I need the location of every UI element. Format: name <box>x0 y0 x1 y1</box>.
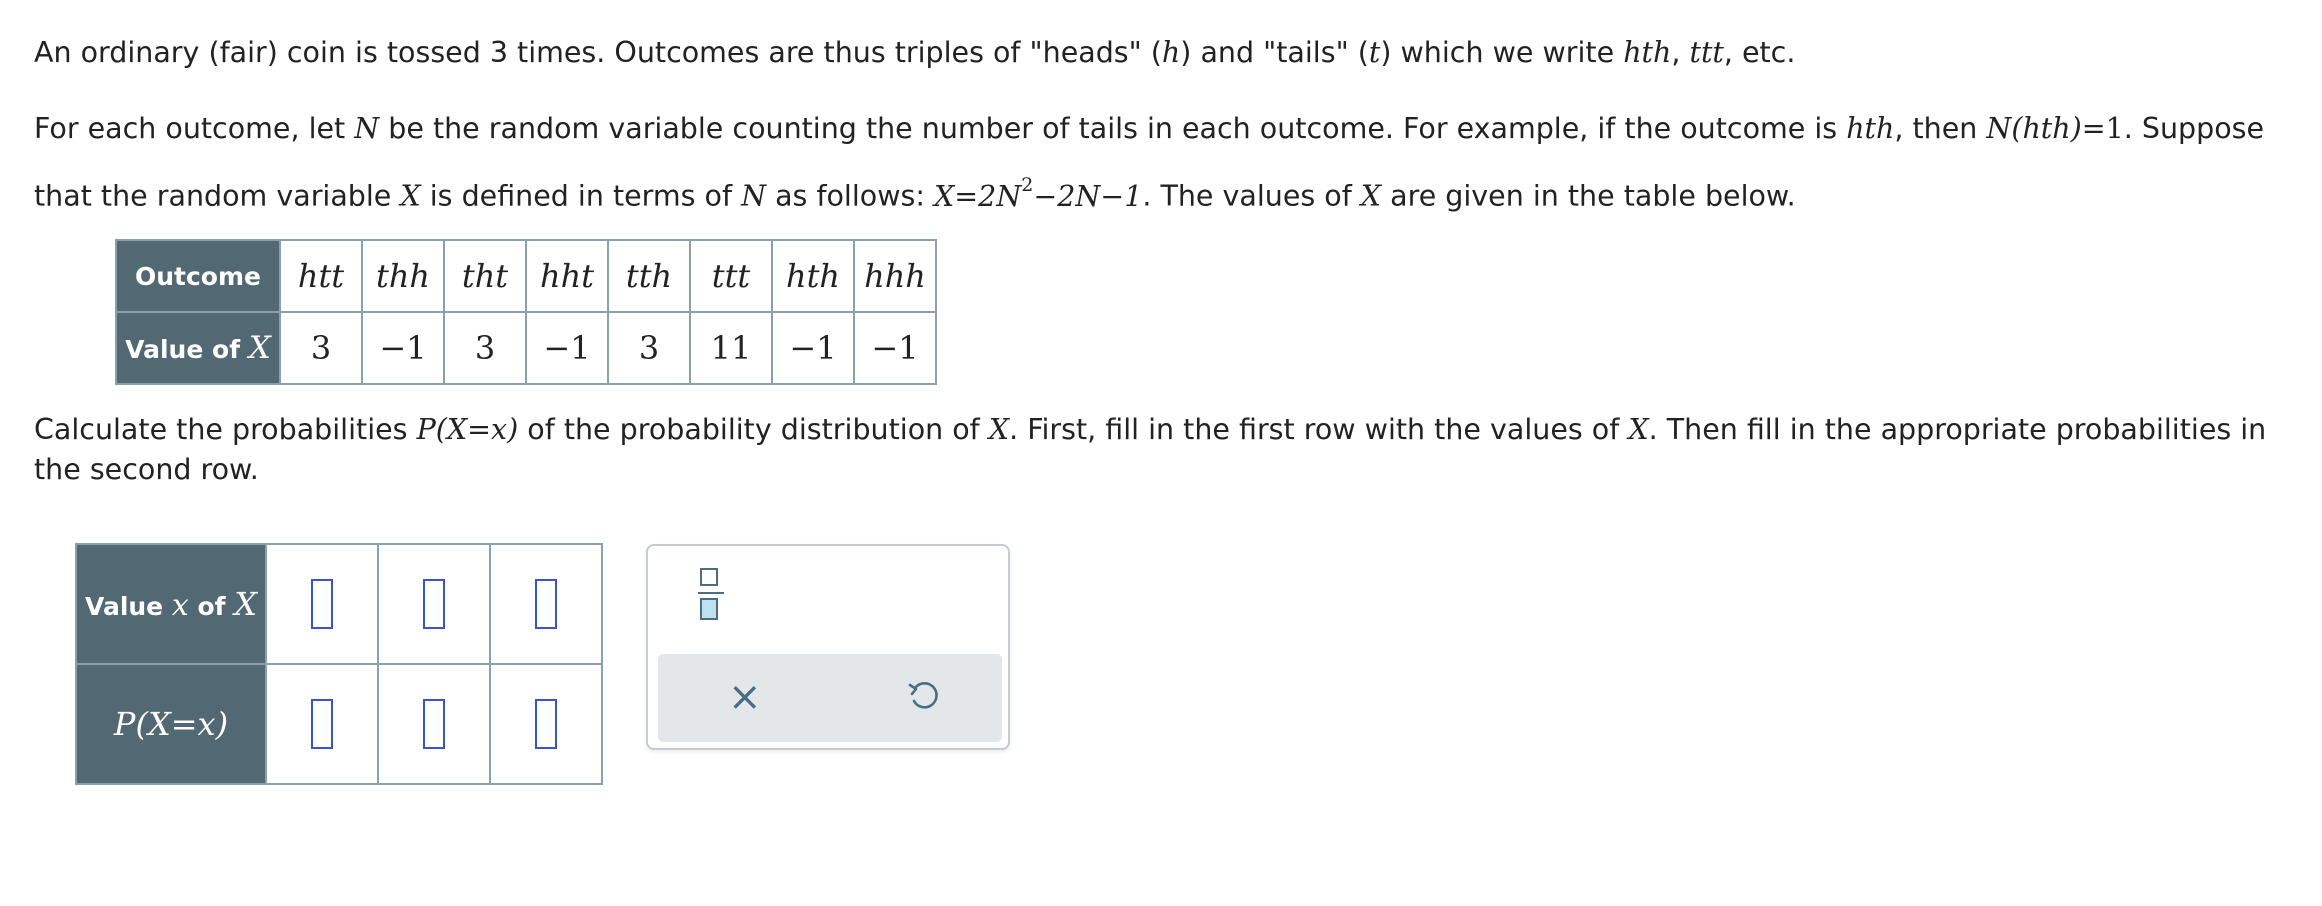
tails-symbol: t <box>1368 36 1381 69</box>
probability-expression: P(X=x) <box>416 413 519 446</box>
fraction-numerator-box <box>700 568 718 586</box>
intro-text: , etc. <box>1723 36 1796 69</box>
intro-text: ) which we write <box>1380 36 1624 69</box>
outcome-cell: hhh <box>854 240 936 312</box>
definition-text: . The values of <box>1142 179 1361 213</box>
value-cell: −1 <box>526 312 608 384</box>
fraction-icon[interactable] <box>698 568 724 626</box>
fraction-bar <box>698 592 724 594</box>
instruction-text: . Then fill in the appropriate probabilities in the second row. <box>34 413 2267 486</box>
example-value: =1 <box>2081 112 2124 145</box>
example-outcome: hth <box>1623 36 1672 69</box>
instruction-text: of the probability distribution of <box>518 413 989 446</box>
keypad-action-bar <box>658 654 1002 742</box>
heads-symbol: h <box>1161 36 1181 69</box>
variable-X: X <box>1628 413 1649 446</box>
instruction-text: Calculate the probabilities <box>34 413 417 446</box>
intro-text: ) and "tails" ( <box>1180 36 1369 69</box>
instruction-text: . First, fill in the first row with the values of <box>1009 413 1629 446</box>
outcome-value-table <box>115 239 937 385</box>
math-keypad <box>646 544 1010 750</box>
definition-text: , then <box>1894 112 1987 145</box>
value-input-cell[interactable] <box>490 544 602 664</box>
outcome-cell: hth <box>772 240 854 312</box>
value-cell: −1 <box>362 312 444 384</box>
definition-text: is defined in terms of <box>420 179 742 213</box>
intro-text: An ordinary (fair) coin is tossed 3 times. Outcomes are thus triples of "heads" ( <box>34 36 1162 69</box>
value-cell: −1 <box>854 312 936 384</box>
value-input-cell[interactable] <box>266 544 378 664</box>
outcome-row <box>116 240 936 312</box>
value-cell: 3 <box>608 312 690 384</box>
example-outcome: ttt <box>1689 36 1724 69</box>
variable-X: X <box>1360 179 1382 213</box>
formula <box>934 174 1143 213</box>
variable-N: N <box>354 112 380 145</box>
value-cell: 3 <box>444 312 526 384</box>
probability-input-row <box>76 664 602 784</box>
outcome-cell: ttt <box>690 240 772 312</box>
probability-input-box[interactable] <box>423 699 445 749</box>
outcome-header: Outcome <box>116 240 280 312</box>
probability-expression: P(X=x) <box>113 705 229 743</box>
example-outcome: hth <box>1846 112 1895 145</box>
value-header <box>116 312 280 384</box>
probability-input-box[interactable] <box>535 699 557 749</box>
outcome-cell: thh <box>362 240 444 312</box>
value-input-box[interactable] <box>311 579 333 629</box>
undo-icon[interactable] <box>906 678 942 714</box>
probability-input-cell[interactable] <box>266 664 378 784</box>
probability-input-cell[interactable] <box>490 664 602 784</box>
value-cell: 11 <box>690 312 772 384</box>
fraction-denominator-box <box>700 598 718 620</box>
definition-text: are given in the table below. <box>1381 179 1796 213</box>
variable-X: X <box>234 585 258 623</box>
outcome-cell: htt <box>280 240 362 312</box>
value-cell: −1 <box>772 312 854 384</box>
formula-exponent: 2 <box>1021 174 1034 196</box>
value-header-text: Value of <box>125 335 249 364</box>
value-input-box[interactable] <box>423 579 445 629</box>
definition-text: . Suppose that the random variable <box>34 112 2265 213</box>
times-icon[interactable]: × <box>728 674 762 720</box>
problem-definition <box>34 99 2294 227</box>
outcome-cell: tht <box>444 240 526 312</box>
variable-x: x <box>171 588 189 623</box>
intro-text: , <box>1671 36 1690 69</box>
value-row <box>116 312 936 384</box>
formula-part: X=2N <box>934 179 1022 213</box>
distribution-answer-table <box>75 543 603 785</box>
problem-instructions <box>34 410 2294 490</box>
value-cell: 3 <box>280 312 362 384</box>
variable-N: N <box>741 179 767 213</box>
variable-X: X <box>248 330 271 366</box>
formula-part: −2N−1 <box>1033 179 1143 213</box>
value-input-cell[interactable] <box>378 544 490 664</box>
variable-X: X <box>988 413 1010 446</box>
problem-intro <box>34 23 1795 83</box>
value-input-box[interactable] <box>535 579 557 629</box>
definition-text: as follows: <box>766 179 935 213</box>
probability-input-box[interactable] <box>311 699 333 749</box>
probability-header <box>76 664 266 784</box>
value-input-row <box>76 544 602 664</box>
variable-X: X <box>400 179 421 213</box>
definition-text: be the random variable counting the number of tails in each outcome. For example, if the outcome is <box>379 112 1847 145</box>
header-text: Value <box>84 592 172 621</box>
outcome-cell: hht <box>526 240 608 312</box>
probability-input-cell[interactable] <box>378 664 490 784</box>
definition-text: For each outcome, let <box>34 112 355 145</box>
header-text: of <box>188 592 235 621</box>
value-x-header <box>76 544 266 664</box>
example-expression: N(hth) <box>1986 112 2082 145</box>
outcome-cell: tth <box>608 240 690 312</box>
